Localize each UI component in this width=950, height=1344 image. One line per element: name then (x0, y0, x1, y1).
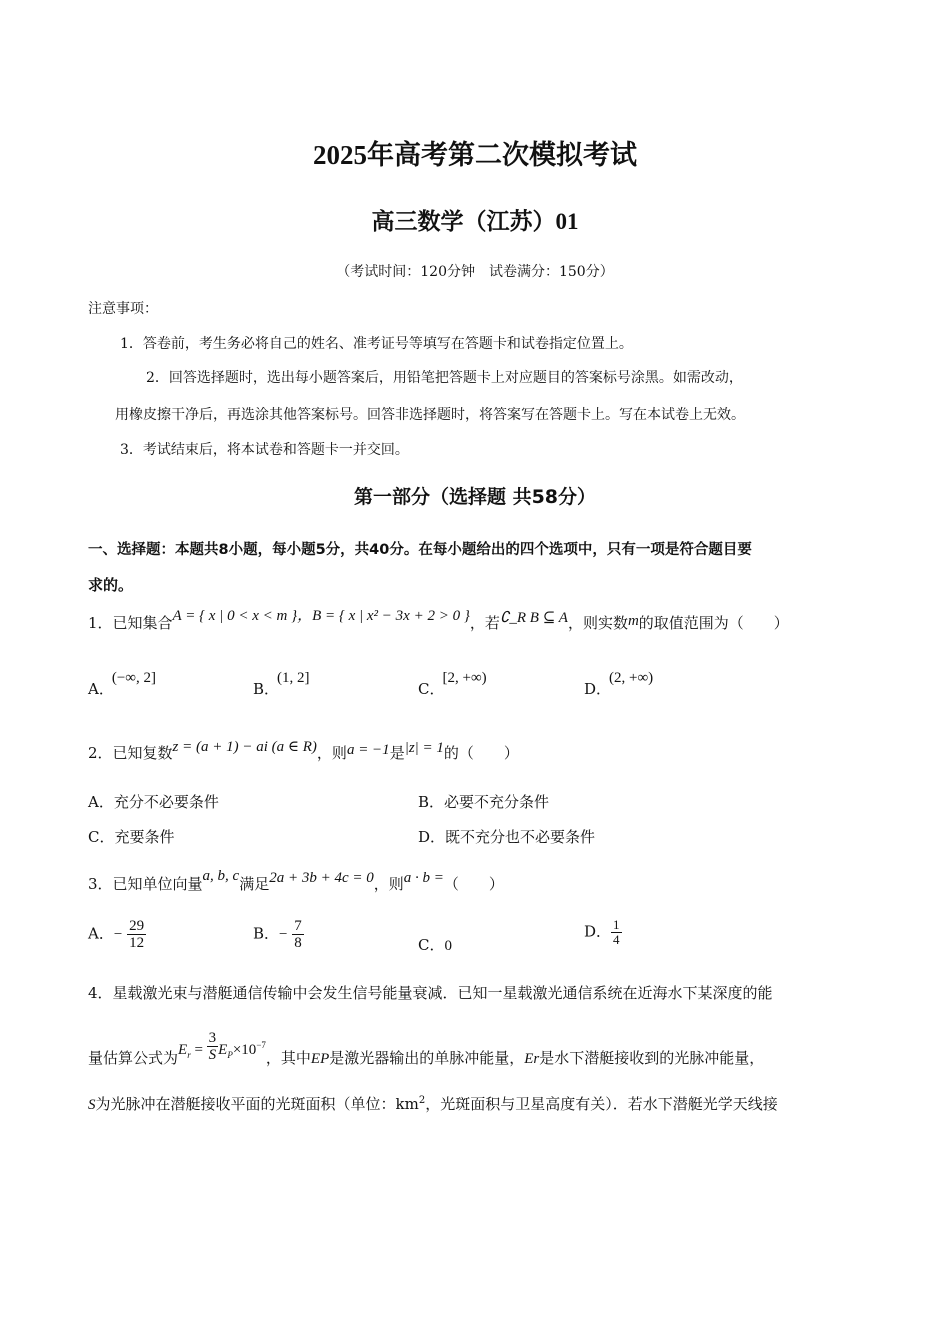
q2-cond1: a = −1 (346, 742, 390, 758)
q1-set-b: ，B = { x | x² − 3x + 2 > 0 } (297, 608, 470, 624)
note-item: 2．回答选择题时，选出每小题答案后，用铅笔把答题卡上对应题目的答案标号涂黑。如需改动， (146, 370, 743, 386)
q4-formula-fraction (207, 1030, 219, 1063)
option-label: C． (418, 680, 445, 698)
option-fraction (611, 918, 622, 947)
q2-prefix: 2．已知复数 (88, 744, 173, 762)
question-4: 4．星载激光束与潜艇通信传输中会发生信号能量衰减．已知一星载激光通信系统在近海水下某深度的能 (88, 984, 773, 1002)
q1-set-a: A = { x | 0 < x < m } (172, 608, 298, 624)
fraction-numerator: 1 (613, 917, 620, 932)
option-label: C． (88, 828, 115, 846)
fraction-denominator: 4 (613, 932, 620, 947)
option-fraction (127, 918, 146, 951)
option-label: A． (88, 924, 114, 943)
q4-formula-ep (218, 1042, 233, 1058)
fraction-numerator: 7 (294, 918, 302, 934)
exam-info: （考试时间：120分钟 试卷满分：150分） (336, 264, 614, 280)
q3-vars: a, b, c (202, 868, 240, 884)
option-value: (−∞, 2] (111, 670, 156, 686)
note-item: 用橡皮擦干净后，再选涂其他答案标号。回答非选择题时，将答案写在答题卡上。写在本试卷上无效。 (115, 407, 745, 423)
formula-subscript: P (227, 1049, 233, 1060)
q1-option-a (88, 670, 158, 699)
option-value: 充要条件 (114, 828, 175, 846)
q4-s: S (88, 1097, 96, 1113)
option-label: D． (584, 922, 612, 941)
formula-symbol: E (178, 1041, 188, 1058)
part1-instruction-cont: 求的。 (88, 576, 134, 594)
q4-formula-prefix: 量估算公式为 (88, 1048, 179, 1067)
formula-symbol: E (218, 1041, 228, 1058)
formula-subscript: r (187, 1049, 191, 1060)
q4-text: 是激光器输出的单脉冲能量， (329, 1048, 525, 1067)
q4-ep: EP (310, 1050, 330, 1067)
option-label: B． (253, 924, 280, 943)
q4-formula-exponent: −7 (256, 1039, 266, 1050)
option-value: 既不充分也不必要条件 (445, 828, 596, 846)
q3-mid2: ，则 (373, 875, 404, 893)
q4-text: 是水下潜艇接收到的光脉冲能量， (539, 1048, 765, 1067)
q4-line-3 (88, 1093, 778, 1114)
fraction-numerator: 29 (129, 918, 145, 934)
q3-option-d (584, 918, 622, 947)
q3-mid: 满足 (239, 875, 270, 893)
q1-end: 的取值范围为（ ） (638, 614, 789, 632)
fraction-numerator: 3 (208, 1030, 217, 1046)
q1-condition: ∁_R B ⊆ A (499, 610, 568, 626)
option-sign: − (113, 926, 123, 943)
note-item: 1．答卷前，考生务必将自己的姓名、准考证号等填写在答题卡和试卷指定位置上。 (120, 336, 633, 352)
part1-instruction: 一、选择题：本题共8小题，每小题5分，共40分。在每小题给出的四个选项中，只有一项是符合题目要 (88, 542, 752, 558)
q2-option-b (418, 791, 549, 812)
option-value: 充分不必要条件 (113, 793, 219, 811)
option-value: [2, +∞) (442, 670, 487, 686)
q1-suffix: ，则实数 (567, 614, 628, 632)
part1-heading: 第一部分（选择题 共58分） (353, 486, 597, 508)
fraction-denominator: 12 (129, 935, 145, 951)
q2-mid: ，则 (316, 744, 347, 762)
q1-option-d (584, 670, 655, 699)
q3-option-b (253, 918, 304, 951)
option-fraction (292, 918, 304, 951)
note-item: 3．考试结束后，将本试卷和答题卡一并交回。 (120, 442, 409, 458)
option-label: B． (418, 793, 445, 811)
q4-er: Er (524, 1050, 540, 1067)
question-1 (88, 608, 789, 633)
q1-option-b (253, 670, 312, 699)
q1-var: m (627, 613, 639, 629)
option-label: A． (88, 793, 114, 811)
q1-mid: ，若 (469, 614, 500, 632)
option-label: A． (88, 680, 114, 698)
option-label: D． (584, 680, 612, 698)
option-label: D． (418, 828, 446, 846)
option-value: 0 (444, 938, 452, 954)
q3-option-a (88, 918, 146, 951)
q2-cond2: |z| = 1 (404, 740, 444, 756)
q3-end: （ ） (443, 875, 504, 893)
q4-formula-times: ×10 (232, 1041, 257, 1058)
option-value: 必要不充分条件 (444, 793, 550, 811)
q4-text: ，其中 (265, 1048, 311, 1067)
q3-expr: 2a + 3b + 4c = 0 (269, 870, 374, 886)
question-2 (88, 739, 519, 763)
fraction-denominator: S (208, 1047, 217, 1063)
q3-option-c (418, 934, 452, 955)
page-subtitle: 高三数学（江苏）01 (371, 209, 579, 234)
question-3 (88, 868, 504, 894)
option-value: (1, 2] (277, 670, 310, 686)
option-value: (2, +∞) (609, 670, 654, 686)
q2-mid2: 是 (389, 744, 405, 762)
q2-option-d (418, 826, 595, 847)
q3-expr2: a · b = (403, 870, 444, 886)
q4-text: ，光斑面积与卫星高度有关）．若水下潜艇光学天线接 (425, 1095, 778, 1113)
q4-formula-lhs (178, 1042, 191, 1058)
q2-option-c (88, 826, 175, 847)
fraction-denominator: 8 (294, 935, 302, 951)
q1-prefix: 1．已知集合 (88, 614, 173, 632)
page-title: 2025年高考第二次模拟考试 (313, 140, 637, 170)
notes-heading: 注意事项： (88, 301, 158, 317)
option-sign: − (279, 926, 288, 943)
option-label: C． (418, 936, 445, 954)
q2-end: 的（ ） (443, 744, 519, 762)
q2-option-a (88, 791, 219, 812)
q4-line-2: 量估算公式为$E_r$ = $\frac{3}{S}$ $E_P\times 10^{-7}$，其中EP是激光器输出的单脉冲能量，Er是水下潜艇接收到的光脉冲能量， (88, 1030, 765, 1067)
q4-text: 为光脉冲在潜艇接收平面的光斑面积（单位：km (95, 1095, 419, 1113)
q3-prefix: 3．已知单位向量 (88, 875, 203, 893)
q4-superscript: 2 (418, 1095, 426, 1106)
q1-option-c (418, 670, 489, 699)
option-label: B． (253, 680, 280, 698)
q2-expr: z = (a + 1) − ai (a ∈ R) (172, 739, 317, 755)
